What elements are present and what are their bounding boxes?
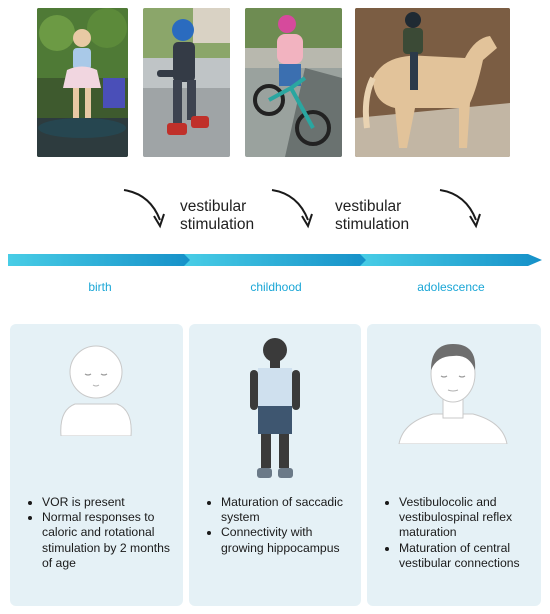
- stimulation-label-1: [180, 198, 254, 234]
- childhood-bullet-1: • Maturation of saccadic system: [221, 495, 353, 525]
- timeline-segment-birth: [8, 254, 192, 266]
- curved-arrow-2-icon: [268, 186, 318, 230]
- panel-birth: [10, 324, 183, 606]
- stage-label-adolescence: adolescence: [417, 280, 485, 294]
- birth-bullet-1: • VOR is present: [42, 495, 175, 510]
- panel-adolescence: [367, 324, 541, 606]
- birth-bullet-list: [24, 495, 175, 571]
- childhood-bullet-list: [203, 495, 353, 556]
- stimulation-label-2-line1: vestibular: [335, 198, 402, 215]
- adolescence-bullet-list: [381, 495, 533, 571]
- infant-figure-icon: [53, 340, 139, 436]
- curved-arrow-1-icon: [120, 186, 170, 230]
- child-horseriding-photo: [355, 8, 510, 157]
- stage-label-birth: birth: [88, 280, 112, 294]
- child-bicycle-photo: [245, 8, 342, 157]
- adolescence-bullet-1: • Vestibulocolic and vestibulospinal reflex maturation: [399, 495, 533, 541]
- timeline-segment-childhood: [184, 254, 368, 266]
- age-timeline: [8, 249, 544, 271]
- stimulation-label-1-line1: vestibular: [180, 198, 247, 215]
- adolescence-bullet-2: • Maturation of central vestibular connections: [399, 541, 533, 571]
- timeline-segment-adolescence: [360, 254, 542, 266]
- stage-label-childhood: childhood: [250, 280, 302, 294]
- adolescent-figure-icon: [397, 334, 509, 444]
- panel-childhood: [189, 324, 361, 606]
- child-trampoline-photo: [37, 8, 128, 157]
- birth-bullet-2: • Normal responses to caloric and rotational stimulation by 2 months of age: [42, 510, 175, 571]
- stimulation-label-2-line2: stimulation: [335, 216, 410, 233]
- stimulation-label-2: [335, 198, 409, 234]
- child-rollerskating-photo: [143, 8, 230, 157]
- curved-arrow-3-icon: [436, 186, 486, 230]
- child-figure-icon: [248, 334, 302, 484]
- childhood-bullet-2: • Connectivity with growing hippocampus: [221, 525, 353, 555]
- stimulation-label-1-line2: stimulation: [180, 216, 255, 233]
